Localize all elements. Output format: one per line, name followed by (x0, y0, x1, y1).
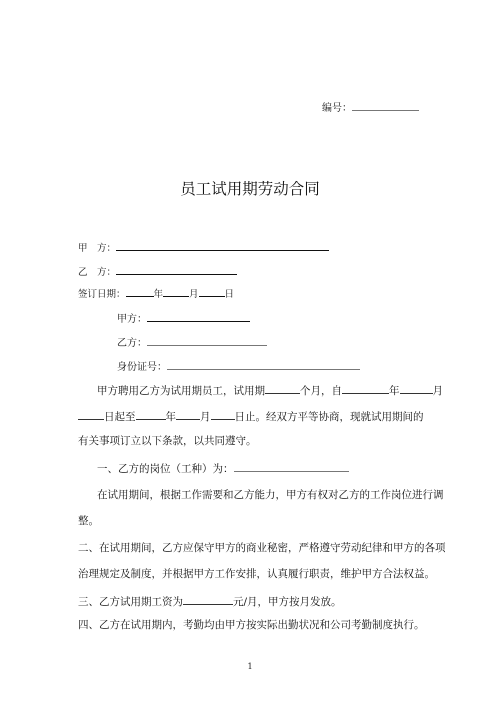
end-month-blank[interactable] (176, 407, 200, 420)
clause-1-text-line-1: 在试用期间，根据工作需要和乙方能力，甲方有权对乙方的工作岗位进行调 (97, 489, 444, 501)
party-a-line (78, 238, 329, 254)
contract-number-blank[interactable] (352, 98, 419, 111)
intro-text: 月 (200, 411, 211, 423)
intro-line-1 (97, 381, 443, 398)
start-year-blank[interactable] (342, 381, 389, 394)
sign-date-day-label: 日 (224, 289, 235, 300)
clause-4-line: 四、乙方在试用期内，考勤均由甲方按实际出勤状况和公司考勤制度执行。 (78, 619, 425, 631)
intro-text: 日起至 (104, 411, 136, 423)
sign-date-day-blank[interactable] (199, 284, 225, 297)
id-number-label: 身份证号： (117, 362, 167, 373)
intro-line-2 (78, 407, 424, 424)
clause-3-text: 元/月，甲方按月发放。 (233, 596, 342, 608)
clause-3-text: 三、乙方试用期工资为 (78, 596, 183, 608)
sub-party-a-label: 甲方： (117, 314, 147, 325)
salary-blank[interactable] (183, 592, 233, 605)
sign-date-year-label: 年 (153, 289, 164, 300)
clause-1-label: 一、乙方的岗位（工种）为： (97, 463, 234, 475)
sub-party-a-blank[interactable] (147, 309, 250, 322)
party-b-label: 乙 方： (78, 267, 117, 278)
clause-2-line-1: 二、在试用期间，乙方应保守甲方的商业秘密，严格遵守劳动纪律和甲方的各项 (78, 542, 446, 554)
contract-number-line (322, 98, 419, 114)
document-title: 员工试用期劳动合同 (180, 180, 320, 198)
sub-party-b-line (117, 333, 267, 349)
end-year-blank[interactable] (136, 407, 166, 420)
party-b-line (78, 262, 237, 278)
sub-party-b-blank[interactable] (147, 333, 267, 346)
clause-1-line (97, 459, 349, 476)
start-month-blank[interactable] (400, 381, 433, 394)
clause-1-text-line-2: 整。 (78, 515, 99, 527)
intro-text: 月 (432, 385, 443, 397)
sign-date-month-blank[interactable] (163, 284, 189, 297)
intro-text: 年 (165, 411, 176, 423)
page-number: 1 (247, 662, 253, 671)
clause-2-line-2: 治理规定及制度，并根据甲方工作安排，认真履行职责，维护甲方合法权益。 (78, 568, 435, 580)
party-a-blank[interactable] (116, 238, 329, 251)
intro-text: 个月，自 (300, 385, 342, 397)
id-number-blank[interactable] (167, 357, 360, 370)
probation-months-blank[interactable] (265, 381, 300, 394)
party-a-label: 甲 方： (78, 243, 117, 254)
clause-3-line (78, 592, 342, 609)
intro-text: 甲方聘用乙方为试用期员工，试用期 (97, 385, 265, 397)
sign-date-line (78, 284, 234, 300)
sign-date-label: 签订日期： (78, 289, 126, 300)
start-day-blank[interactable] (78, 407, 104, 420)
intro-text: 年 (389, 385, 400, 397)
position-blank[interactable] (234, 459, 349, 472)
contract-number-label: 编号： (322, 103, 352, 114)
sub-party-b-label: 乙方： (117, 338, 147, 349)
intro-line-3: 有关事项订立以下条款，以共同遵守。 (78, 435, 257, 447)
end-day-blank[interactable] (211, 407, 235, 420)
sign-date-month-label: 月 (189, 289, 199, 300)
party-b-blank[interactable] (116, 262, 237, 275)
intro-text: 日止。经双方平等协商，现就试用期间的 (234, 411, 424, 423)
sign-date-year-blank[interactable] (126, 284, 154, 297)
sub-party-a-line (117, 309, 250, 325)
id-number-line (117, 357, 360, 373)
